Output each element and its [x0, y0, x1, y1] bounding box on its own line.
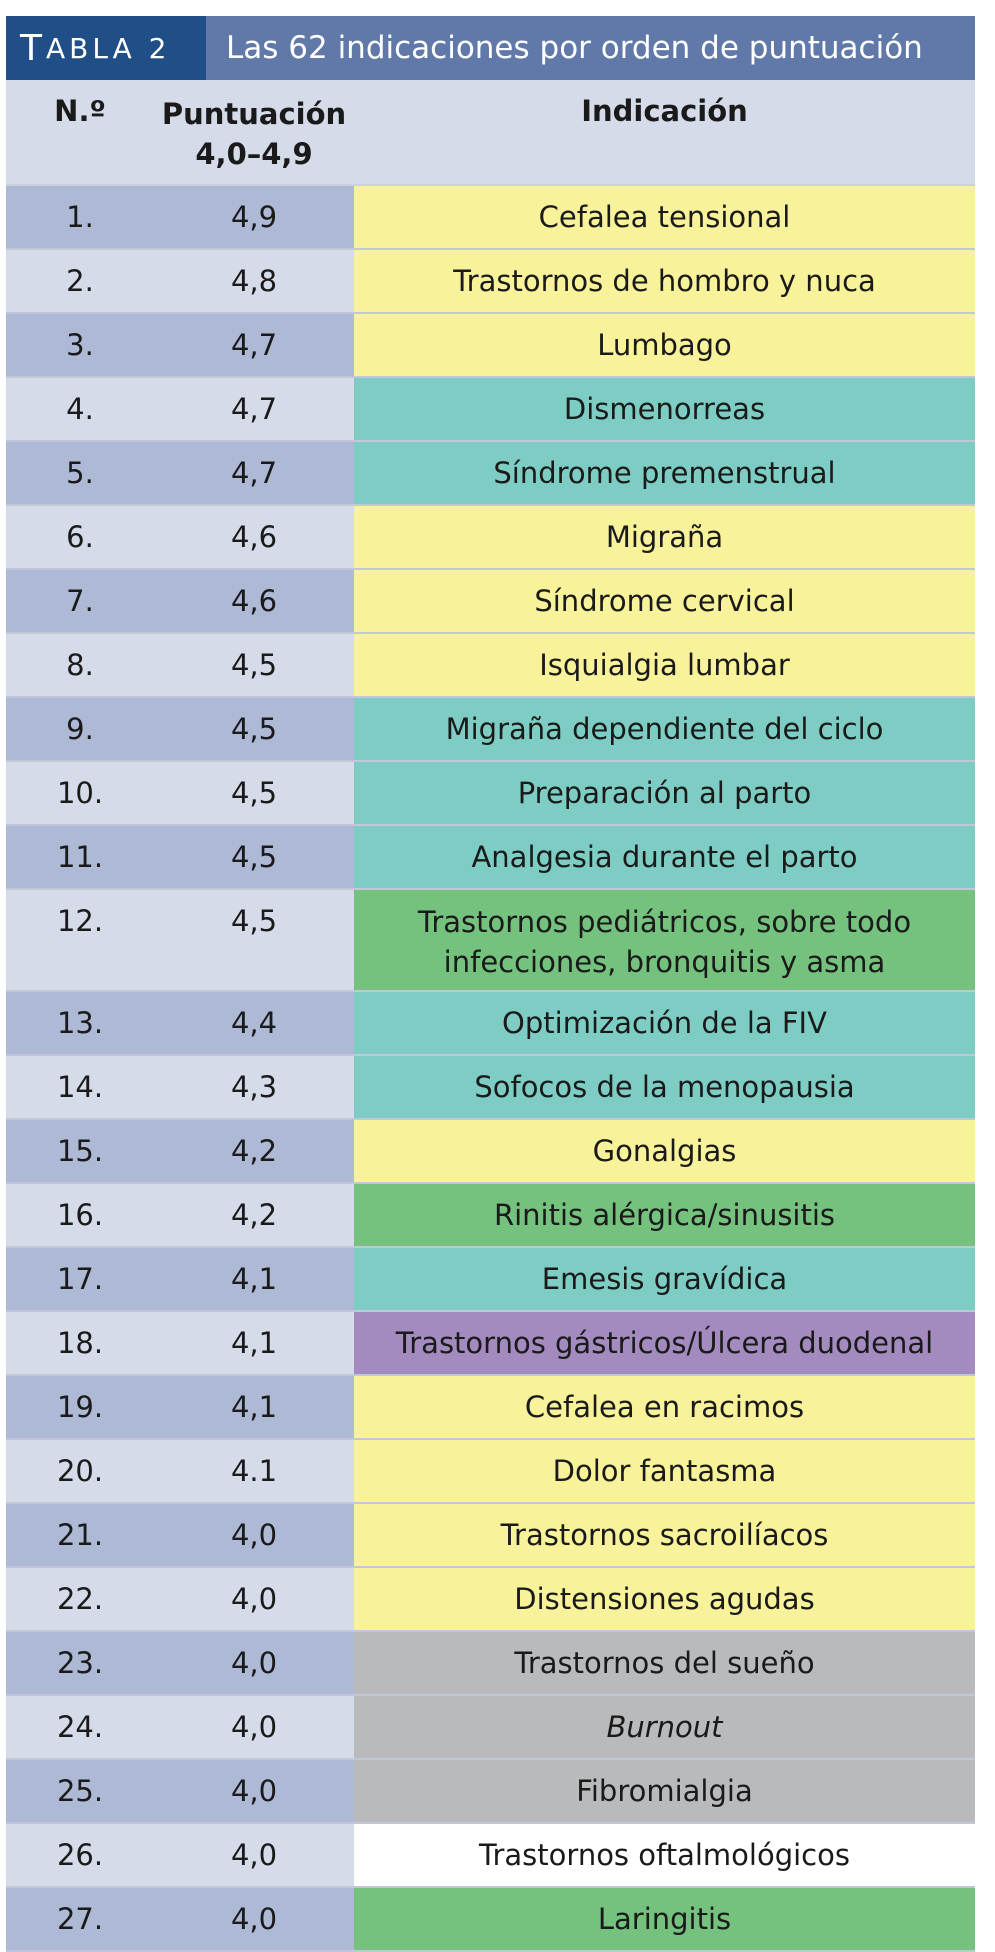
row-number: 22.: [6, 1568, 154, 1630]
row-indication: Gonalgias: [354, 1120, 975, 1182]
row-score: 4,8: [154, 250, 354, 312]
row-number: 6.: [6, 506, 154, 568]
header-number: N.º: [54, 94, 106, 128]
row-indication: Isquialgia lumbar: [354, 634, 975, 696]
row-indication: Analgesia durante el parto: [354, 826, 975, 888]
row-indication: Trastornos gástricos/Úlcera duodenal: [354, 1312, 975, 1374]
row-indication: Cefalea tensional: [354, 186, 975, 248]
indications-table: [6, 16, 975, 1952]
table-row: [6, 1632, 975, 1696]
row-number: 8.: [6, 634, 154, 696]
row-score: 4,3: [154, 1056, 354, 1118]
row-indication: Lumbago: [354, 314, 975, 376]
row-number: 17.: [6, 1248, 154, 1310]
row-number: 25.: [6, 1760, 154, 1822]
row-number: 20.: [6, 1440, 154, 1502]
row-number: 26.: [6, 1824, 154, 1886]
table-row: [6, 1504, 975, 1568]
row-score: 4,0: [154, 1760, 354, 1822]
row-number: 3.: [6, 314, 154, 376]
table-row: [6, 186, 975, 250]
row-number: 13.: [6, 992, 154, 1054]
row-number: 21.: [6, 1504, 154, 1566]
row-indication: Trastornos pediátricos, sobre todo infecciones, bronquitis y asma: [354, 890, 975, 990]
row-score: 4,0: [154, 1888, 354, 1950]
row-score: 4,5: [154, 826, 354, 888]
row-score: 4,9: [154, 186, 354, 248]
table-row: [6, 992, 975, 1056]
table-row: [6, 698, 975, 762]
row-number: 7.: [6, 570, 154, 632]
table-row: [6, 826, 975, 890]
row-indication: Fibromialgia: [354, 1760, 975, 1822]
table-row: [6, 1376, 975, 1440]
table-title-bar: [6, 16, 975, 80]
table-row: [6, 250, 975, 314]
header-indication: Indicación: [581, 94, 748, 128]
row-number: 15.: [6, 1120, 154, 1182]
row-number: 12.: [6, 890, 154, 990]
row-score: 4,0: [154, 1632, 354, 1694]
table-row: [6, 1184, 975, 1248]
row-indication: Trastornos oftalmológicos: [354, 1824, 975, 1886]
table-row: [6, 378, 975, 442]
row-indication: Migraña dependiente del ciclo: [354, 698, 975, 760]
row-score: 4.1: [154, 1440, 354, 1502]
row-number: 24.: [6, 1696, 154, 1758]
row-indication: Cefalea en racimos: [354, 1376, 975, 1438]
row-score: 4,5: [154, 698, 354, 760]
row-number: 23.: [6, 1632, 154, 1694]
row-score: 4,1: [154, 1376, 354, 1438]
row-number: 5.: [6, 442, 154, 504]
row-indication: Trastornos sacroilíacos: [354, 1504, 975, 1566]
row-indication: Síndrome premenstrual: [354, 442, 975, 504]
row-indication: Preparación al parto: [354, 762, 975, 824]
header-score-range: 4,0–4,9: [195, 137, 313, 171]
row-score: 4,6: [154, 506, 354, 568]
table-row: [6, 1312, 975, 1376]
table-row: [6, 1568, 975, 1632]
row-indication: Trastornos del sueño: [354, 1632, 975, 1694]
row-number: 11.: [6, 826, 154, 888]
table-row: [6, 1248, 975, 1312]
row-score: 4,4: [154, 992, 354, 1054]
table-row: [6, 442, 975, 506]
row-indication: Distensiones agudas: [354, 1568, 975, 1630]
row-number: 16.: [6, 1184, 154, 1246]
row-score: 4,0: [154, 1504, 354, 1566]
row-score: 4,7: [154, 314, 354, 376]
table-number-tag: [6, 16, 206, 80]
table-row: [6, 1120, 975, 1184]
row-score: 4,2: [154, 1184, 354, 1246]
row-number: 9.: [6, 698, 154, 760]
header-score: [154, 80, 354, 184]
row-score: 4,2: [154, 1120, 354, 1182]
table-title: Las 62 indicaciones por orden de puntuación: [226, 30, 923, 66]
row-score: 4,5: [154, 762, 354, 824]
table-row: [6, 1440, 975, 1504]
row-number: 10.: [6, 762, 154, 824]
row-indication: Laringitis: [354, 1888, 975, 1950]
row-indication: Emesis gravídica: [354, 1248, 975, 1310]
table-header-row: [6, 80, 975, 186]
row-number: 19.: [6, 1376, 154, 1438]
row-number: 4.: [6, 378, 154, 440]
row-number: 18.: [6, 1312, 154, 1374]
row-score: 4,0: [154, 1824, 354, 1886]
row-score: 4,1: [154, 1248, 354, 1310]
row-number: 14.: [6, 1056, 154, 1118]
row-indication: Síndrome cervical: [354, 570, 975, 632]
row-indication: Trastornos de hombro y nuca: [354, 250, 975, 312]
header-score-label: Puntuación: [161, 97, 347, 131]
row-number: 27.: [6, 1888, 154, 1950]
row-indication: Optimización de la FIV: [354, 992, 975, 1054]
row-score: 4,5: [154, 634, 354, 696]
row-score: 4,0: [154, 1568, 354, 1630]
table-row: [6, 890, 975, 992]
row-score: 4,1: [154, 1312, 354, 1374]
row-indication: Migraña: [354, 506, 975, 568]
row-score: 4,6: [154, 570, 354, 632]
row-number: 2.: [6, 250, 154, 312]
table-row: [6, 570, 975, 634]
row-score: 4,7: [154, 378, 354, 440]
row-score: 4,5: [154, 890, 354, 990]
table-row: [6, 1888, 975, 1952]
table-tag-initial: T: [20, 27, 46, 69]
table-row: [6, 1056, 975, 1120]
table-row: [6, 1824, 975, 1888]
table-row: [6, 1696, 975, 1760]
table-tag-rest: ABLA 2: [46, 31, 171, 65]
row-score: 4,0: [154, 1696, 354, 1758]
row-indication: Rinitis alérgica/sinusitis: [354, 1184, 975, 1246]
table-row: [6, 1760, 975, 1824]
row-indication: Dismenorreas: [354, 378, 975, 440]
table-row: [6, 314, 975, 378]
row-indication: Dolor fantasma: [354, 1440, 975, 1502]
row-number: 1.: [6, 186, 154, 248]
table-row: [6, 762, 975, 826]
table-body: [6, 186, 975, 1952]
row-indication: Sofocos de la menopausia: [354, 1056, 975, 1118]
table-row: [6, 506, 975, 570]
table-row: [6, 634, 975, 698]
row-score: 4,7: [154, 442, 354, 504]
row-indication: Burnout: [354, 1696, 975, 1758]
